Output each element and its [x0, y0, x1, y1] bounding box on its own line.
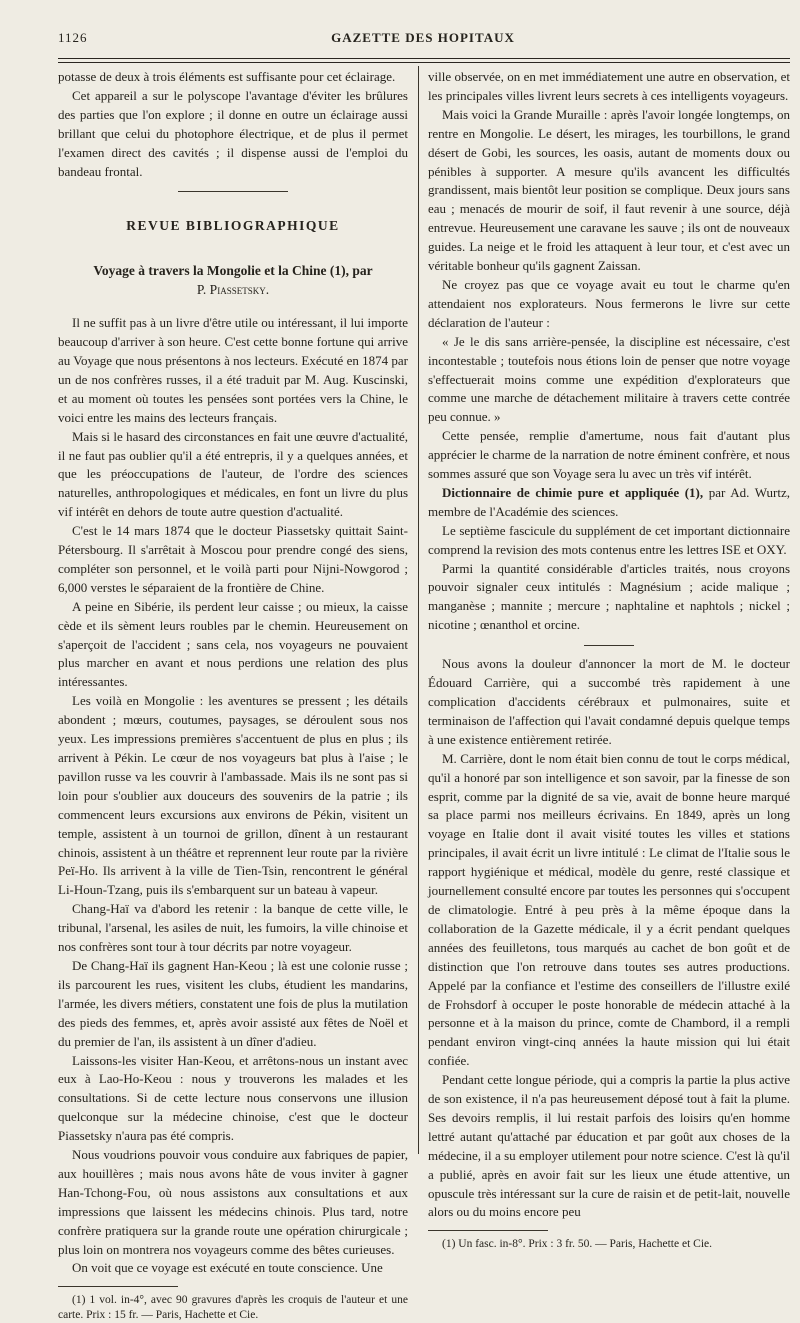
paragraph: « Je le dis sans arrière-pensée, la discipline est nécessaire, c'est incontestable ; toutefois nous étions loin de penser que notre voyage s'effectuerait moins comme une expédition d'explorateurs que comme une marche de détachement militaire à travers cette contrée peu connue. »	[428, 333, 790, 425]
paragraph: Nous voudrions pouvoir vous conduire aux fabriques de papier, aux houillères ; mais nous avons hâte de vous inviter à gagner Han-Tchong-Fou, où nous assistons aux consultations et aux impressions que laissent les médecins chinois. Plus tard, notre confrère pratiquera sur la grande route une opération chirurgicale ; plus loin on montrera nos voyageurs comme des bêtes curieuses.	[58, 1147, 408, 1257]
paragraph: Pendant cette longue période, qui a compris la partie la plus active de son existence, il n'a pas heureusement déposé tout à fait la plume. Ses devoirs remplis, il lui restait parfois des loisirs qu'en homme lettré autant qu'attaché par éducation et par goût aux choses de la médecine, il a su employer utilement pour notre science. C'est là qu'il a publié, après en avoir fait sur les lieux une étude attentive, un opuscule très intéressant sur la cure de raisin et de petit-lait, nouvelle alors ou du moins encore peu	[428, 1072, 790, 1220]
page-title: GAZETTE DES HOPITAUX	[331, 30, 515, 45]
paragraph: C'est le 14 mars 1874 que le docteur Piassetsky quittait Saint-Pétersbourg. Il s'arrêtait à Moscou pour prendre congé des siens, compléter son personnel, et le voilà parti pour Nijni-Nowgorod ; 6,000 verstes le séparaient de la frontière de Chine.	[58, 523, 408, 595]
page-number: 1126	[58, 30, 88, 45]
right-column	[428, 68, 790, 1252]
paragraph: Cette pensée, remplie d'amertume, nous fait d'autant plus apprécier le charme de la narration de notre éminent confrère, et nous sommes assuré que son Voyage sera lu avec un très vif intérêt.	[428, 428, 790, 482]
footnote-rule	[58, 1286, 178, 1287]
paragraph: potasse de deux à trois éléments est suffisante pour cet éclairage.	[58, 69, 396, 84]
paragraph: M. Carrière, dont le nom était bien connu de tout le corps médical, qu'il a honoré par son intelligence et son savoir, par la finesse de son esprit, comme par la dignité de sa vie, avait de bonne heure marqué sa place parmi nos meilleurs écrivains. En 1849, après un long voyage en Italie dont il avait visité toutes les villes et stations principales, il avait écrit un livre intitulé : Le climat de l'Italie sous le rapport hygiénique et médical, modèle du genre, resté classique et journellement consulté encore par toutes les personnes qui s'occupent de climatologie. Entré à peu près à la même époque dans la collaboration de la Gazette médicale, il y a écrit pendant quelques années des feuilletons, tous marqués au cachet de bon goût et de distinction que l'on retrouve dans toutes ses autres productions. Appelé par la confiance et l'estime des conseillers de l'illustre exilé de Frohsdorf à occuper le poste honorable de médecin attaché à la personne et à la maison du prince, comte de Chambord, il a rempli pendant environ vingt-cinq années la haute mission qui lui était confiée.	[428, 750, 790, 1069]
section-title: REVUE BIBLIOGRAPHIQUE	[126, 218, 340, 234]
paragraph: Mais si le hasard des circonstances en fait une œuvre d'actualité, il ne faut pas oublier qu'il a été entrepris, il y a quelques années, et que les préoccupations de l'auteur, de l'ordre des sciences naturelles, anthropologiques et médicales, en font un livre du plus vif intérêt en dehors de toute autre question d'actualité.	[58, 428, 408, 520]
separator-rule	[178, 191, 288, 193]
paragraph: Les voilà en Mongolie : les aventures se pressent ; les détails abondent ; mœurs, coutumes, paysages, se déroulent sous nos yeux. Les impressions premières s'accentuent de plus en plus ; ils arrivent à Pékin. Le cœur de nos voyageurs bat plus à l'aise ; le pavillon russe va les couvrir à l'ambassade. Mais ils ne sont pas si loin pour s'oublier aux douceurs des souvenirs de la patrie ; ils commencent leurs excursions aux environs de Pékin, visitent un temple, assistent à un tournoi de grillon, dînent à un restaurant chinois, assistent à un théâtre et reprennent leur route par la rivière Peï-Ho. Ils arrivent à la ville de Tien-Tsin, rencontrent le général Li-Houn-Tzang, puis ils s'embarquent sur un bateau à vapeur.	[58, 693, 408, 898]
footnote: (1) Un fasc. in-8°. Prix : 3 fr. 50. — Paris, Hachette et Cie.	[442, 1238, 712, 1251]
dictionary-title: Dictionnaire de chimie pure et appliquée (1),	[442, 484, 704, 500]
paragraph: De Chang-Haï ils gagnent Han-Keou ; là est une colonie russe ; ils parcourent les rues, visitent les clubs, étudient les mandarins, l'armée, les divers métiers, constatent une fois de plus la mutilation des pieds des femmes, et, après avoir assisté aux fêtes de Noël et du premier de l'an, ils assistent à un dîner d'adieu.	[58, 957, 408, 1049]
dictionary-review-title	[428, 484, 790, 522]
paragraph: Mais voici la Grande Muraille : après l'avoir longée longtemps, on rentre en Mongolie. Le désert, les mirages, les tourbillons, le grand désert de Gobi, les sources, les oasis, autant de moments doux ou pénibles à supporter. A mesure qu'ils avancent les difficultés grandissent, mais bientôt leur position se complique. Deux jours sans eau ; menacés de mourir de soif, il faut revenir à une source, déjà entrevue. Heureusement une caravane les sauve ; ils ont de nouveaux guides. La neige et le froid les attaquent à leur tour, et c'est avec un véritable bonheur qu'ils gagnent Zaissan.	[428, 106, 790, 274]
paragraph: Cet appareil a sur le polyscope l'avantage d'éviter les brûlures des parties que l'on explore ; il donne en outre un éclairage aussi brillant que celui du photophore électrique, et de plus il permet l'examen direct des cavités ; il dispense aussi de l'emploi du bandeau frontal.	[58, 87, 408, 179]
dictionary-author: par Ad. Wurtz, membre de l'Académie des sciences.	[428, 484, 790, 519]
left-column	[58, 68, 408, 1323]
paragraph: Nous avons la douleur d'annoncer la mort de M. le docteur Édouard Carrière, qui a succombé très rapidement à une complication d'accidents cérébraux et pulmonaires, suite et terminaison de l'affection qui l'avait condamné depuis quelque temps à une existence entièrement retirée.	[428, 656, 790, 747]
paragraph: Ne croyez pas que ce voyage avait eu tout le charme qu'en attendaient nos explorateurs. Nous fermerons le livre sur cette déclaration de l'auteur :	[428, 276, 790, 330]
running-head	[58, 30, 788, 50]
paragraph: Laissons-les visiter Han-Keou, et arrêtons-nous un instant avec eux à Lao-Ho-Keou : nous y trouverons les malades et les consultations. Si de cette lecture nous conservons une illusion quelconque sur la médecine chinoise, c'est que le docteur Piassetsky n'aura pas été compris.	[58, 1052, 408, 1144]
paragraph: On voit que ce voyage est exécuté en toute conscience. Une	[72, 1260, 383, 1276]
footnote-rule	[428, 1230, 548, 1231]
paragraph: Chang-Haï va d'abord les retenir : la banque de cette ville, le tribunal, l'arsenal, les asiles de nuit, les fumoirs, la ville chinoise et nos confrères sont tour à tour décrits par notre voyageur.	[58, 901, 408, 955]
review-title-text: Voyage à travers la Mongolie et la Chine (1), par	[93, 263, 373, 279]
paragraph: Parmi la quantité considérable d'articles traités, nous croyons pouvoir signaler ceux intitulés : Magnésium ; acide malique ; manganèse ; mannite ; mercure ; naphtaline et naphtols ; nickel ; nicotine ; œnanthol et orcine.	[428, 560, 790, 633]
review-author: P. Piassetsky.	[196, 282, 270, 298]
header-rule-double	[58, 62, 790, 63]
paragraph: Le septième fascicule du supplément de cet important dictionnaire comprend la revision des mots contenus entre les lettres ISE et OXY.	[428, 522, 790, 557]
paragraph: A peine en Sibérie, ils perdent leur caisse ; ou mieux, la caisse cède et ils sèment leurs roubles par le chemin. Heureusement on s'aperçoit de l'accident ; sans cela, nos voyageurs ne pouvaient plus marcher en avant et nous perdions une relation des plus intéressantes.	[58, 598, 408, 690]
paragraph: Il ne suffit pas à un livre d'être utile ou intéressant, il lui importe beaucoup d'arriver à son heure. C'est cette bonne fortune qui arrive au Voyage que nous présentons à nos lecteurs. Exécuté en 1874 par un de nos confrères russes, il a été traduit par M. Aug. Kuscinski, et au moment où toutes les pensées sont portées vers la Chine, le voici entre les mains des lecteurs français.	[58, 315, 408, 425]
header-rule	[58, 58, 790, 59]
column-divider	[418, 66, 419, 1154]
review-title	[58, 262, 408, 300]
separator-rule	[584, 645, 634, 647]
footnote: (1) 1 vol. in-4°, avec 90 gravures d'après les croquis de l'auteur et une carte. Prix : 15 fr. — Paris, Hachette et Cie.	[58, 1294, 408, 1322]
paragraph: ville observée, on en met immédiatement une autre en observation, et les principales villes livrent leurs secrets à ces intelligents voyageurs.	[428, 69, 790, 103]
